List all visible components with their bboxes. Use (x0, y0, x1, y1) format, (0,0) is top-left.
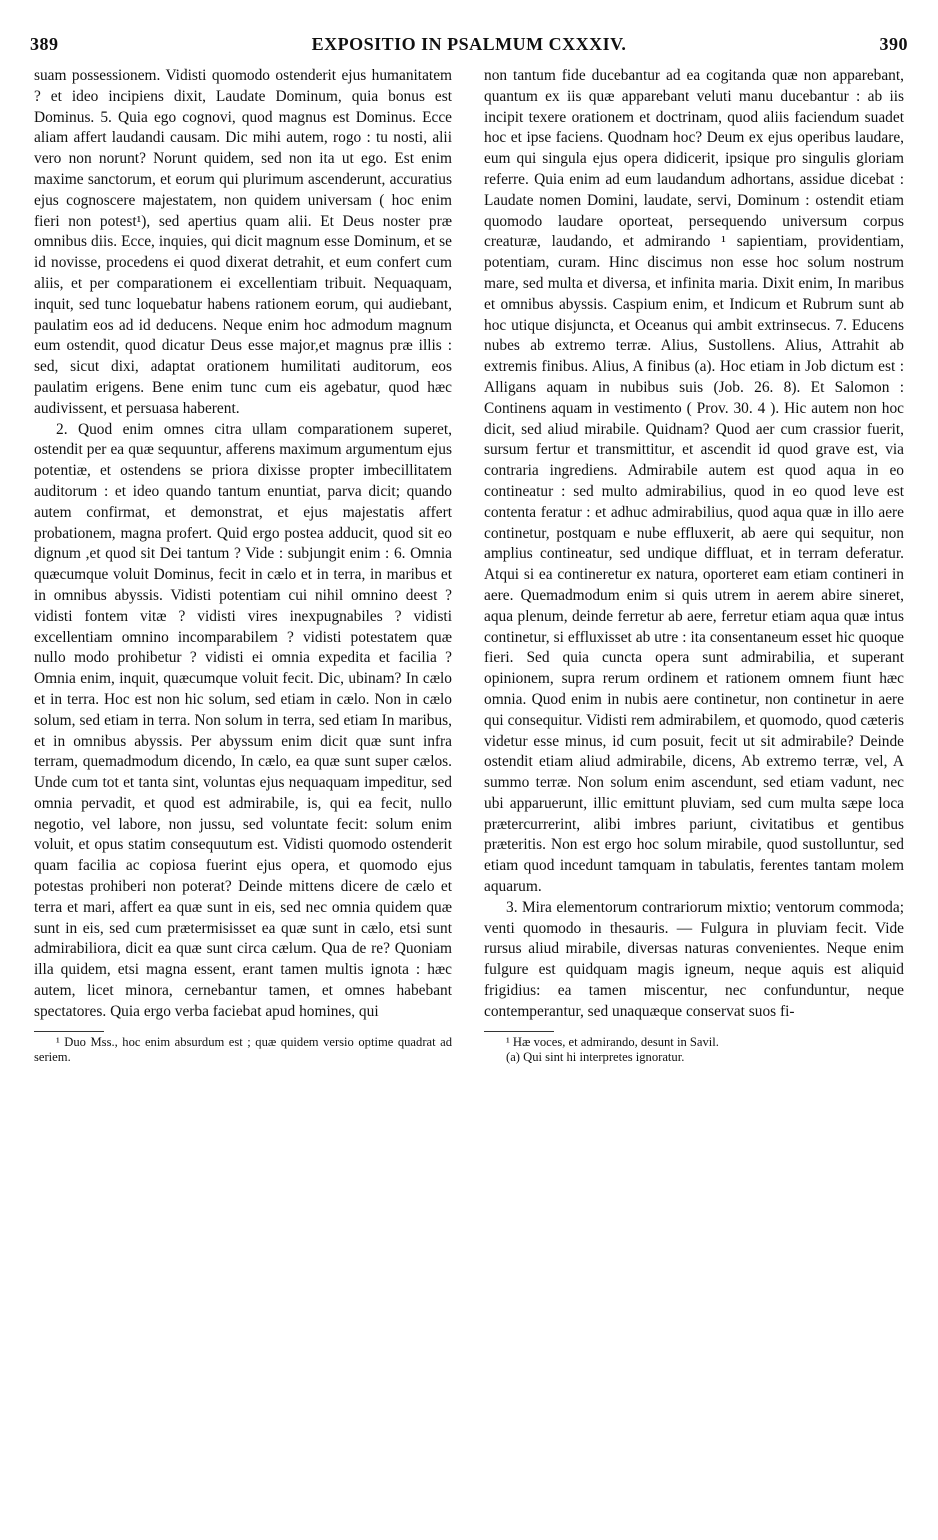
right-footnote-2: (a) Qui sint hi interpretes ignoratur. (506, 1049, 685, 1064)
right-footnote-1: ¹ Hæ voces, et admirando, desunt in Savil. (506, 1034, 719, 1049)
right-paragraph-2: 3. Mira elementorum contrariorum mixtio; ventorum commoda; venti quomodo in thesauris. — Fulgura in pluviam fecit. Vide rursus aliud mirabile, diversas naturas convenientes. Neque enim fulgure est quidquam magis igneum, neque aquis est aliquid frigidius: ea tamen miscentur, nec confunduntur, neque contemperantur, sed unaquæque conservat suos fi- (484, 898, 904, 1020)
running-title: EXPOSITIO IN PSALMUM CXXXIV. (311, 34, 627, 54)
footnote-rule-right (484, 1031, 554, 1032)
page-number-right: 390 (879, 34, 908, 54)
running-header (30, 34, 908, 60)
footnote-rule-left (34, 1031, 104, 1032)
left-footnote: ¹ Duo Mss., hoc enim absurdum est ; quæ quidem versio optime quadrat ad seriem. (34, 1034, 452, 1064)
left-paragraph-2: 2. Quod enim omnes citra ullam comparationem superet, ostendit per ea quæ sequuntur, afferens maximum argumentum ejus potentiæ, et ostendens se priora dixisse propter imbecillitatem auditorum : et ideo quando tantum enuntiat, parva dicit; quando autem confirmat, et demonstrat, et ejus majestatis affert probationem, magna profert. Quid ergo postea adducit, quod sit eo dignum ,et quod sit Dei tantum ? Vide : subjungit enim : 6. Omnia quæcumque voluit Dominus, fecit in cælo et in terra, in maribus et in omnibus abyssis. Vidisti potentiam cui nihil omnino deest ? vidisti fontem vitæ ? vidisti vires inexpugnabiles ? vidisti excellentiam omnino incomparabilem ? vidisti potestatem quæ nullo modo prohibetur ? vidisti ei omnia expedita et facilia ? Omnia enim, inquit, quæcumque voluit fecit. Dic, ubinam? In cælo et in terra. Hoc est non hic solum, sed etiam in cælo. Non in cælo solum, sed etiam in terra. Non solum in terra, sed etiam In maribus, et in omnibus abyssis. Per abyssum enim dicit quæ sunt infra terram, quemadmodum dicendo, In cælo, ea quæ sunt super cælos. Unde cum tot et tanta sint, voluntas ejus nequaquam impeditur, sed omnia pervadit, et quod est admirabile, is, qui ea fecit, nullo negotio, vel labore, non jussu, sed voluntate fecit: solum enim voluit, et opus statim consequutum est. Vidisti quomodo ostenderit quam facilia ac copiosa fuerint ejus opera, et quomodo ejus potestas prohiberi non poterat? Deinde mittens dicere de cælo et terra et mari, affert ea quæ sunt in eis, sed nec omnia quidem quæ sunt in eis, sed cum prætermisisset ea quæ sunt in cælo, etsi sunt admirabiliora, dicit ea quæ sunt circa cælum. Qua de re? Quoniam illa quidem, etsi magna essent, erant tamen multis ignota : hæc autem, licet minora, cernebantur tamen, et omnes habebant spectatores. Quia ergo verba faciebat apud homines, qui (34, 420, 452, 1020)
left-paragraph-1: suam possessionem. Vidisti quomodo ostenderit ejus humanitatem ? et ideo incipiens dixit, Laudate Dominum, quia bonus est Dominus. 5. Quia ego cognovi, quod magnus est Dominus. Ecce aliam affert laudandi causam. Dic mihi autem, rogo : tu nosti, alii vero non norunt? Norunt quidem, sed non ita ut ego. Est enim maxime sanctorum, et eorum qui plurimum ascenderunt, accuratius ejus cognoscere majestatem, non quidem universam ( hoc enim fieri non potest¹), sed apertius quam alii. Et Deus noster præ omnibus diis. Ecce, inquies, qui dicit magnum esse Dominum, et se id novisse, procedens ei quod dixerat detrahit, et eum confert cum aliis, et per comparationem ei excellentiam tribuit. Nequaquam, inquit, sed tunc loquebatur habens rationem eorum, qui audiebant, paulatim eos ad id deducens. Neque enim hoc admodum magnum eum ostendit, quod dicatur Deus esse major,et magnus præ illis : sed, sicut dixi, adaptat orationem humilitati auditorum, eos paulatim erigens. Bene enim tunc cum eis agebatur, quod hæc audivissent, et persuasa haberent. (34, 67, 452, 417)
right-column (484, 66, 904, 1065)
page-number-left: 389 (30, 34, 59, 54)
right-paragraph-1: non tantum fide ducebantur ad ea cogitanda quæ non apparebant, quantum ex iis quæ apparebant veluti manu ducebantur : ab iis incipit texere orationem et doctrinam, quod aliis faciendum suadet hoc et ipse faciens. Quodnam hoc? Deum ex ejus operibus laudare, eum qui singula ejus opera didicerit, ipsique pro singulis gloriam referre. Quia enim ad eum laudandum adhortans, assidue dicebat : Laudate nomen Domini, laudate, servi, Dominum : ostendit etiam quomodo laudare oporteat, persequendo universum corpus creaturæ, laudando, et admirando ¹ sapientiam, providentiam, potentiam, curam. Hinc discimus non esse hoc solum nostrum mare, sed multa et diversa, et infinita maria. Dixit enim, In maribus et omnibus abyssis. Caspium enim, et Indicum et Rubrum sunt ab hoc utique disjuncta, et Oceanus qui ambit extrinsecus. 7. Educens nubes ab extremo terræ. Alius, Sustollens. Alius, Attrahit ab extremis finibus. Alius, A finibus (a). Hoc etiam in Job dictum est : Alligans aquam in nubibus suis (Job. 26. 8). Et Salomon : Continens aquam in vestimento ( Prov. 30. 4 ). Hic autem non hoc dicit, sed aliud mirabile. Quidnam? Quod aer cum crassior fuerit, sursum fertur et transmittitur, et ascendit id quod grave est, via contraria ingrediens. Admirabile autem est quod aqua in eo contineatur : sed multo admirabilius, quod in eo quod leve est contenta feratur : et adhuc admirabilius, quod aqua quæ in illo aere continetur, postquam e nube effluxerit, ab aere qui sequitur, non amplius contineatur, sed undique diffluat, et in terram deferatur. Atqui si ea contineretur ex natura, oporteret eam etiam contineri in aere. Quemadmodum enim si quis utrem in aerem abire sineret, aqua plenum, deinde ferretur ab aere, ferretur etiam aqua quæ intus continetur, si effluxisset ab utre : ita consentaneum esset hic quoque fieri. Sed quia cuncta opera sunt admirabilia, et superant opinionem, supra rerum ordinem et rationem omnem fiunt hæc omnia. Quod enim in nubis aere continetur, non continetur in aere qui consequitur. Vidisti rem admirabilem, et quomodo, quod cæteris videtur esse minus, id cum posuit, fecit ut sit admirabile? Deinde ostendit etiam aliud admirabile, dicens, Ab extremo terræ, vel, A summo terræ. Non solum enim ascendunt, sed etiam vadunt, nec ubi apparuerunt, illic emittunt pluviam, sed cum multa sæpe loca prætercurrerint, alibi imbres pariunt, civitatibus et gentibus præteritis. Non est ergo hoc solum mirabile, quod sustolluntur, sed etiam quod incedunt tamquam in tabulatis, ferentes tantam molem aquarum. (484, 67, 904, 896)
left-column (34, 66, 452, 1065)
